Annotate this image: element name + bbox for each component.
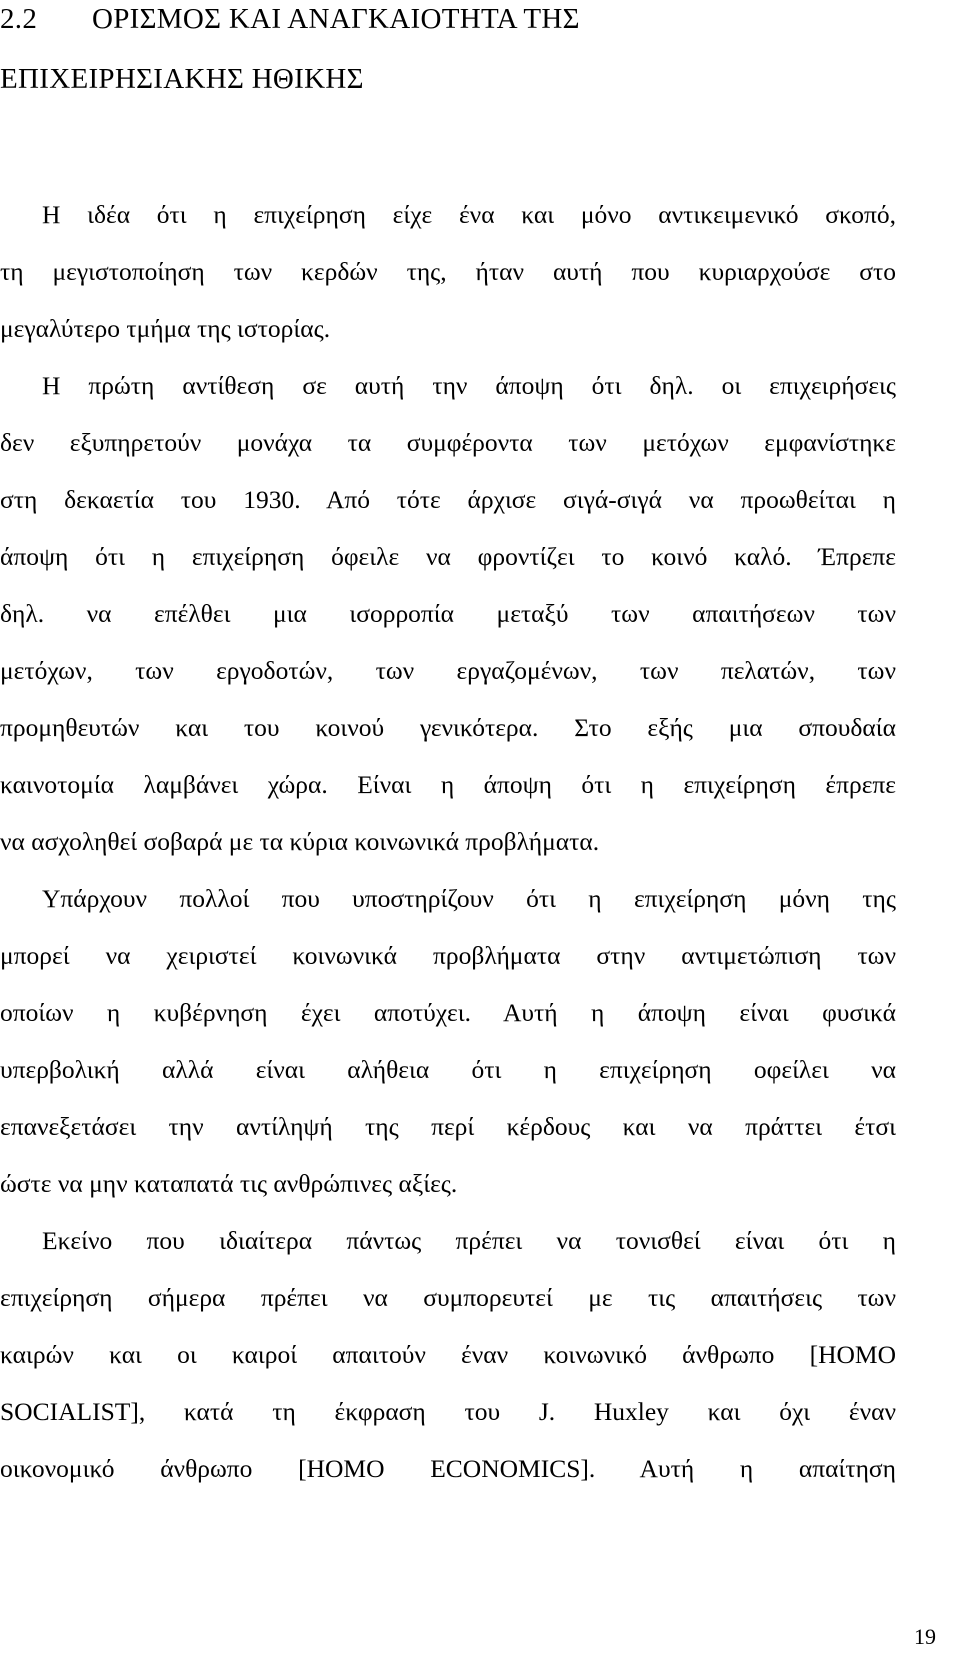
text-line: μετόχων, των εργοδοτών, των εργαζομένων, των πελατών, των — [0, 656, 896, 685]
section-heading-line-1 — [0, 0, 900, 38]
page-number: 19 — [914, 1624, 936, 1649]
section-number: 2.2 — [0, 3, 38, 35]
text-line: SOCIALIST], κατά τη έκφραση του J. Huxley και όχι έναν — [0, 1397, 896, 1426]
text-line: οικονομικό άνθρωπο [HOMO ECONOMICS]. Αυτή η απαίτηση — [0, 1454, 896, 1483]
text-line: ώστε να μην καταπατά τις ανθρώπινες αξίες. — [0, 1169, 458, 1198]
text-line: Υπάρχουν πολλοί που υποστηρίζουν ότι η επιχείρηση μόνη της — [42, 884, 896, 913]
section-title-part-2: ΕΠΙΧΕΙΡΗΣΙΑΚΗΣ ΗΘΙΚΗΣ — [0, 63, 364, 95]
text-line: προμηθευτών και του κοινού γενικότερα. Στο εξής μια σπουδαία — [0, 713, 896, 742]
text-line: επιχείρηση σήμερα πρέπει να συμπορευτεί με τις απαιτήσεις των — [0, 1283, 896, 1312]
text-line: δεν εξυπηρετούν μονάχα τα συμφέροντα των μετόχων εμφανίστηκε — [0, 428, 896, 457]
body-text — [0, 186, 896, 1497]
text-line: δηλ. να επέλθει μια ισορροπία μεταξύ των απαιτήσεων των — [0, 599, 896, 628]
text-line: Εκείνο που ιδιαίτερα πάντως πρέπει να τονισθεί είναι ότι η — [42, 1226, 896, 1255]
text-line: οποίων η κυβέρνηση έχει αποτύχει. Αυτή η άποψη είναι φυσικά — [0, 998, 896, 1027]
text-line: τη μεγιστοποίηση των κερδών της, ήταν αυτή που κυριαρχούσε στο — [0, 257, 896, 286]
text-line: Η ιδέα ότι η επιχείρηση είχε ένα και μόνο αντικειμενικό σκοπό, — [42, 200, 896, 229]
section-heading — [0, 0, 900, 98]
text-line: άποψη ότι η επιχείρηση όφειλε να φροντίζει το κοινό καλό. Έπρεπε — [0, 542, 896, 571]
text-line: να ασχοληθεί σοβαρά με τα κύρια κοινωνικά προβλήματα. — [0, 827, 600, 856]
text-line: Η πρώτη αντίθεση σε αυτή την άποψη ότι δηλ. οι επιχειρήσεις — [42, 371, 896, 400]
text-line: στη δεκαετία του 1930. Από τότε άρχισε σιγά-σιγά να προωθείται η — [0, 485, 896, 514]
text-line: μπορεί να χειριστεί κοινωνικά προβλήματα στην αντιμετώπιση των — [0, 941, 896, 970]
text-line: επανεξετάσει την αντίληψή της περί κέρδους και να πράττει έτσι — [0, 1112, 896, 1141]
text-line: υπερβολική αλλά είναι αλήθεια ότι η επιχείρηση οφείλει να — [0, 1055, 896, 1084]
text-line: μεγαλύτερο τμήμα της ιστορίας. — [0, 314, 331, 343]
text-line: καιρών και οι καιροί απαιτούν έναν κοινωνικό άνθρωπο [HOMO — [0, 1340, 896, 1369]
text-line: καινοτομία λαμβάνει χώρα. Είναι η άποψη ότι η επιχείρηση έπρεπε — [0, 770, 896, 799]
section-title-part-1: ΟΡΙΣΜΟΣ ΚΑΙ ΑΝΑΓΚΑΙΟΤΗΤΑ ΤΗΣ — [92, 3, 580, 35]
